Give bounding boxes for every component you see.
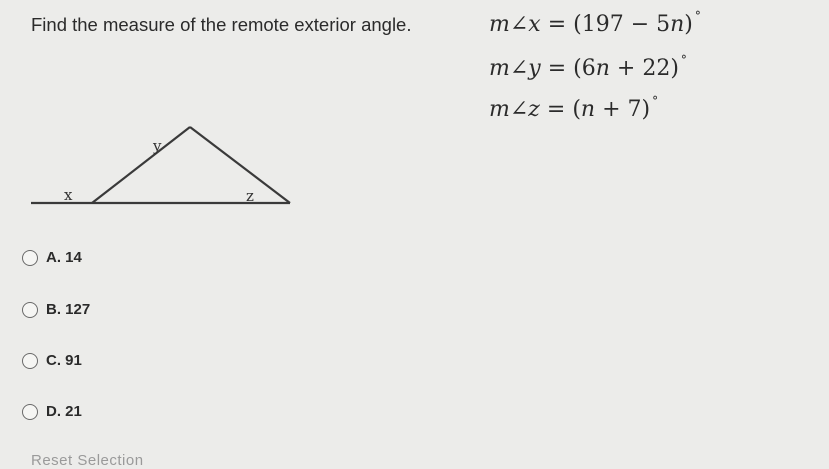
degree-symbol: ° <box>680 53 687 67</box>
equation-angle-x <box>489 10 701 42</box>
reset-selection-link[interactable]: Reset Selection <box>31 452 144 469</box>
equation-angle-z <box>489 95 658 127</box>
angle-label-x: x <box>64 186 73 204</box>
equation-variable: n <box>580 97 596 122</box>
option-letter: C. <box>46 352 61 369</box>
equation-rhs-pre: = ( <box>546 97 581 122</box>
equation-lhs: m∠y <box>489 56 541 81</box>
equation-rhs-pre: = (6 <box>547 56 596 81</box>
triangle-right-side <box>190 127 290 203</box>
option-value: 14 <box>65 249 82 266</box>
equation-rhs-post: + 22) <box>609 56 679 81</box>
radio-button[interactable] <box>22 353 38 369</box>
option-value: 91 <box>65 352 82 369</box>
question-text: Find the measure of the remote exterior angle. <box>31 14 412 35</box>
radio-button[interactable] <box>22 250 38 266</box>
radio-button[interactable] <box>22 404 38 420</box>
degree-symbol: ° <box>652 94 659 108</box>
equation-angle-y <box>489 54 687 86</box>
equation-rhs-post: ) <box>684 12 693 37</box>
degree-symbol: ° <box>694 9 701 23</box>
radio-button[interactable] <box>22 302 38 318</box>
triangle-left-side <box>92 127 190 203</box>
option-letter: B. <box>46 301 61 318</box>
equation-variable: n <box>595 56 610 81</box>
answer-option-b[interactable] <box>22 301 90 318</box>
answer-option-d[interactable] <box>22 403 82 420</box>
equation-lhs: m∠x <box>489 12 541 37</box>
answer-option-a[interactable] <box>22 249 82 266</box>
option-letter: A. <box>46 249 61 266</box>
answer-option-c[interactable] <box>22 352 82 369</box>
equation-lhs: m∠z <box>489 97 540 122</box>
option-value: 127 <box>65 301 91 318</box>
triangle-diagram <box>0 120 300 220</box>
equation-rhs-post: + 7) <box>595 97 651 122</box>
angle-label-z: z <box>246 187 254 205</box>
option-letter: D. <box>46 403 61 420</box>
angle-label-y: y <box>153 137 162 155</box>
equation-rhs-pre: = (197 − 5 <box>547 12 671 37</box>
option-value: 21 <box>65 403 82 420</box>
equation-variable: n <box>670 12 685 37</box>
